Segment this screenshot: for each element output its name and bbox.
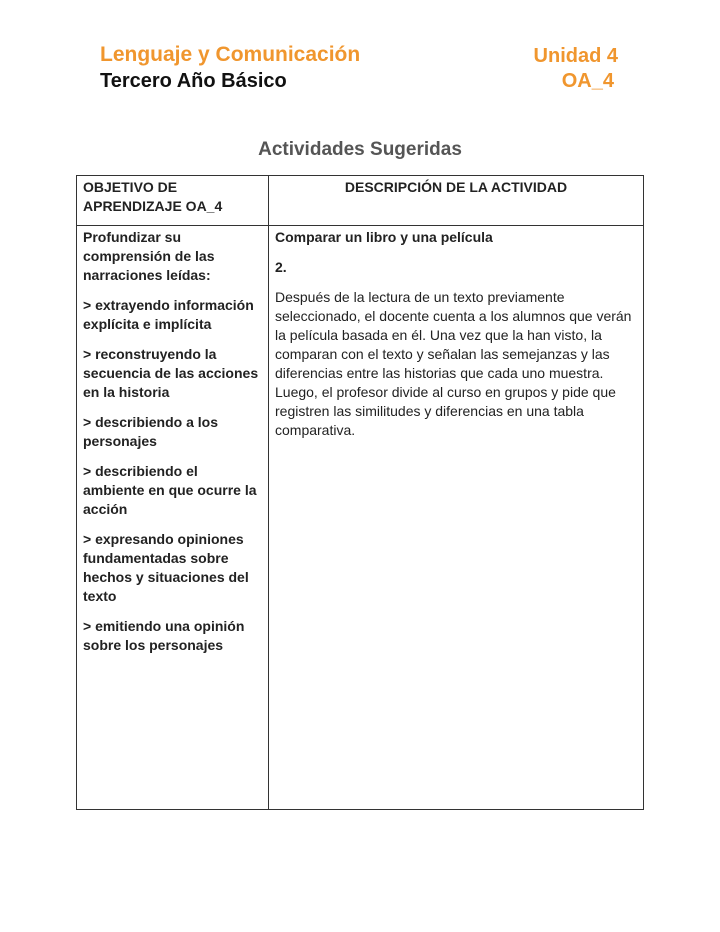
activities-table [76,175,644,810]
activity-description: Después de la lectura de un texto previamente seleccionado, el docente cuenta a los alumnos que verán la película basada en él. Una vez que la han visto, la comparan con el texto y señalan las semejanzas y las diferencias entre las historias que cada uno muestra. Luego, el profesor divide al curso en grupos y pide que registren las similitudes y diferencias en una tabla comparativa. [275,289,632,438]
objective-code: OA_4 [561,70,614,92]
objective-header: OBJETIVO DE APRENDIZAJE OA_4 [77,176,269,226]
section-title: Actividades Sugeridas [258,139,462,160]
activity-title: Comparar un libro y una película [275,229,493,245]
unit-label: Unidad 4 [533,45,618,67]
table-row [77,226,644,810]
subject-title: Lenguaje y Comunicación [100,43,361,66]
description-header: DESCRIPCIÓN DE LA ACTIVIDAD [269,176,644,226]
objective-item: > extrayendo información explícita e implícita [83,297,254,332]
objective-cell [77,226,269,810]
objective-item: > emitiendo una opinión sobre los personajes [83,618,245,653]
objective-item: > describiendo a los personajes [83,414,218,449]
objective-item: > expresando opiniones fundamentadas sobre hechos y situaciones del texto [83,531,249,604]
objective-item: > reconstruyendo la secuencia de las acciones en la historia [83,346,259,400]
objective-item: > describiendo el ambiente en que ocurre la acción [83,463,257,517]
description-cell [269,226,644,810]
activity-number: 2. [275,259,287,275]
table-header-row [77,176,644,226]
objective-main-text: Profundizar su comprensión de las narraciones leídas: [83,229,215,283]
grade-level: Tercero Año Básico [100,70,287,92]
